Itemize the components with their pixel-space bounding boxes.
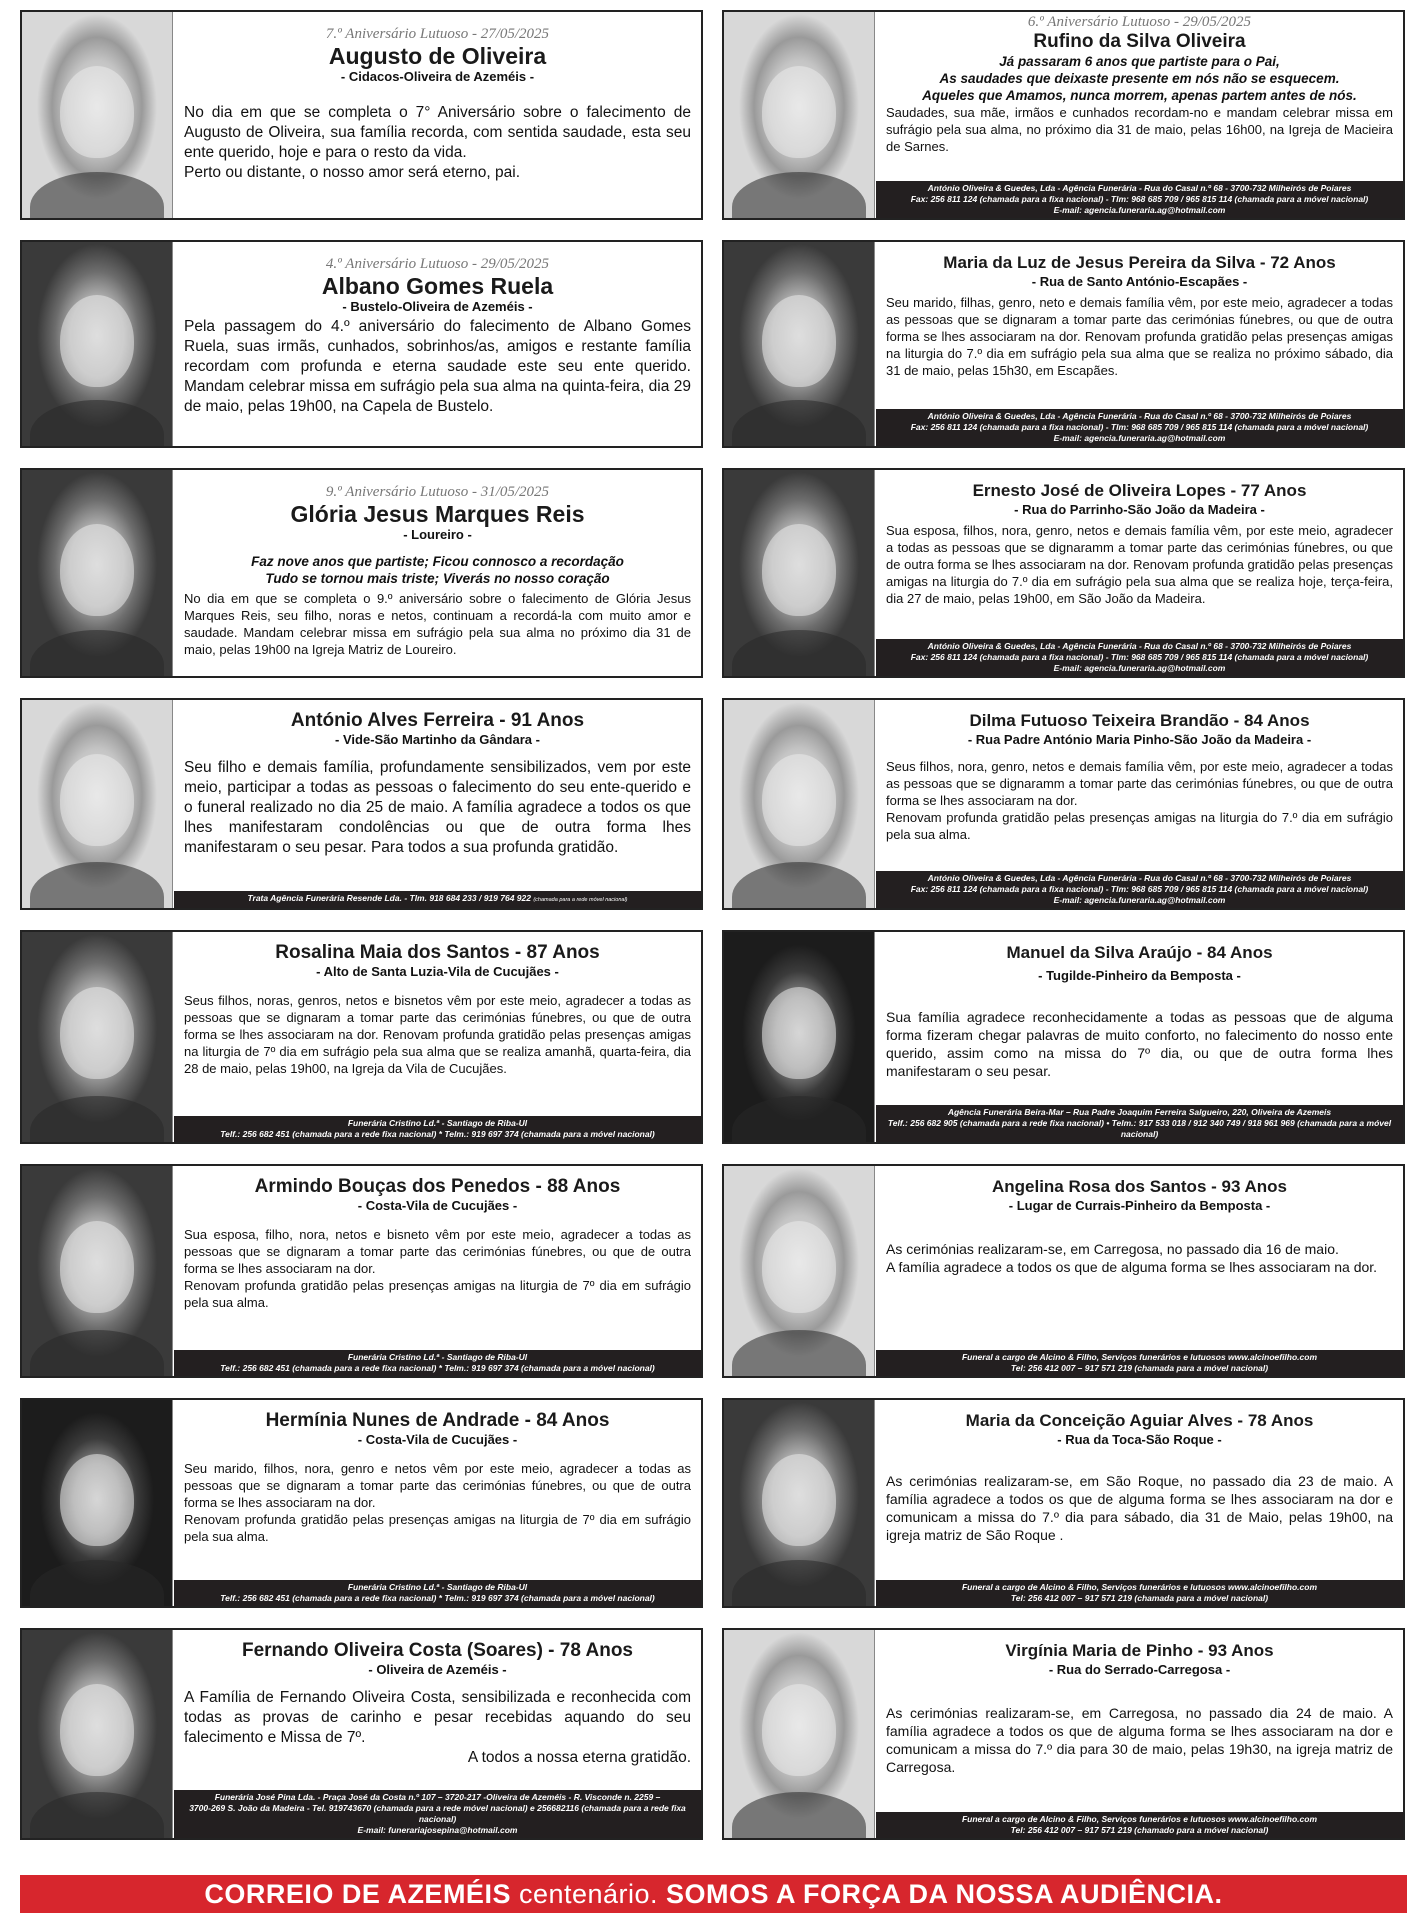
portrait-photo [724,470,875,676]
footer-email: E-mail: agencia.funeraria.ag@hotmail.com [1053,433,1226,443]
location: - Costa-Vila de Cucujães - [357,1432,518,1447]
location: - Rua Padre António Maria Pinho-São João da Madeira - [967,732,1312,747]
obituary-text: Sua esposa, filho, nora, netos e bisneto vêm por este meio, agradecer a todas as pessoas que se dignaram a tomar parte das cerimónias fúnebres, ou que de outra forma se lhes associaram na dor. Renovam profunda gratidão pelas presenças amigas na liturgia de 7º dia em sufrágio pela sua alma. [184,1227,691,1310]
obituary-text: Pela passagem do 4.º aniversário do falecimento de Albano Gomes Ruela, suas irmãs, cunhados, sobrinhos/as, amigos e restante família recordam com profunda e eterna saudade este seu ente querido. Mandam celebrar missa em sufrágio pela sua alma na quinta-feira, dia 29 de maio, pelas 19h00, na Capela de Bustelo. [184,318,691,415]
location: - Tugilde-Pinheiro da Bemposta - [1038,968,1241,983]
obituary-text: Seu marido, filhos, nora, genro e netos vêm por este meio, agradecer a todas as pessoas que se dignaram a tomar parte das cerimónias fúnebres, ou que de outra forma se lhes associaram na dor. Renovam profunda gratidão pelas presenças amigas na liturgia de 7º dia em sufrágio pela sua alma. [184,1461,691,1544]
right-column [722,10,1405,1860]
poem-line: Aqueles que Amamos, nunca morrem, apenas partem antes de nós. [922,88,1357,103]
footer-line: Funerária Cristino Ld.ª - Santiago de Riba-Ul [347,1118,528,1128]
footer-line: Agência Funerária Beira-Mar – Rua Padre Joaquim Ferreira Salgueiro, 220, Oliveira de Azemeis [947,1107,1332,1117]
footer-small: (chamada para a rede móvel nacional) [533,897,628,903]
footer-line: Trata Agência Funerária Resende Lda. - Tlm. 918 684 233 / 919 764 922 [247,893,531,903]
footer-line: António Oliveira & Guedes, Lda - Agência Funerária - Rua do Casal n.º 68 - 3700-732 Milheirós de Poiares [927,411,1352,421]
obituary-card [722,240,1405,448]
obituary-card [20,1398,703,1608]
obituary-text: No dia em que se completa o 7° Aniversário sobre o falecimento de Augusto de Oliveira, sua família recorda, com sentida saudade, esta seu ente querido, hoje e para o resto da vida. Perto ou distante, o nosso amor será eterno, pai. [184,104,691,181]
poem-line: Tudo se tornou mais triste; Viverás no nosso coração [265,571,610,586]
deceased-name: Albano Gomes Ruela [321,273,554,299]
deceased-name: Hermínia Nunes de Andrade - 84 Anos [265,1410,610,1431]
footer-email: E-mail: agencia.funeraria.ag@hotmail.com [1053,663,1226,673]
footer-line: Fax: 256 811 124 (chamada para a fixa nacional) - Tlm: 968 685 709 / 965 815 114 (chamada para a móvel nacional) [910,652,1369,662]
location: - Rua da Toca-São Roque - [1057,1432,1222,1447]
obituary-text: As cerimónias realizaram-se, em Carregosa, no passado dia 24 de maio. A família agradece a todos os que de alguma forma se lhes associaram na dor e comunicam a missa do 7.º dia para 30 de maio, pelas 19h30, na igreja matriz de Carregosa. [886,1705,1393,1775]
banner-slogan: SOMOS A FORÇA DA NOSSA AUDIÊNCIA. [666,1879,1223,1909]
deceased-name: Rosalina Maia dos Santos - 87 Anos [275,942,600,963]
footer-line: Funeral a cargo de Alcino & Filho, Serviços funerários e lutuosos www.alcinoefilho.com [961,1352,1318,1362]
anniversary-line: 6.º Aniversário Lutuoso - 29/05/2025 [1027,14,1252,30]
obituary-card [722,10,1405,220]
obituary-text: As cerimónias realizaram-se, em Carregosa, no passado dia 16 de maio. A família agradece a todos os que de alguma forma se lhes associaram na dor. [886,1241,1378,1275]
banner-centenary: centenário. [510,1879,667,1909]
deceased-name: Virgínia Maria de Pinho - 93 Anos [1005,1641,1274,1660]
footer-line: Telf.: 256 682 905 (chamada para a rede fixa nacional) • Telm.: 917 533 018 / 912 340 749 / 918 961 969 (chamada para a móvel nacional) [887,1118,1392,1139]
footer-line: António Oliveira & Guedes, Lda - Agência Funerária - Rua do Casal n.º 68 - 3700-732 Milheirós de Poiares [927,641,1352,651]
footer-line: António Oliveira & Guedes, Lda - Agência Funerária - Rua do Casal n.º 68 - 3700-732 Milheirós de Poiares [927,183,1352,193]
poem-line: Faz nove anos que partiste; Ficou connosco a recordação [251,554,624,569]
funeral-agency-footer [174,891,701,908]
funeral-agency-footer [174,1350,701,1376]
deceased-name: Armindo Bouças dos Penedos - 88 Anos [254,1176,621,1197]
newspaper-banner [20,1875,1407,1913]
obituary-card [20,240,703,448]
portrait-photo [22,932,173,1142]
deceased-name: Dilma Futuoso Teixeira Brandão - 84 Anos [969,711,1310,730]
portrait-photo [22,470,173,676]
location: - Loureiro - [403,527,472,542]
portrait-photo [22,242,173,446]
obituary-card [722,698,1405,910]
funeral-agency-footer [876,1350,1403,1376]
funeral-agency-footer [876,409,1403,446]
obituary-text: Seus filhos, noras, genros, netos e bisnetos vêm por este meio, agradecer a todas as pessoas que se dignaram a tomar parte das cerimónias fúnebres, ou que de outra forma se lhes associaram na dor. Renovam profunda gratidão pelas presenças amigas na liturgia de 7º dia em sufrágio pela sua alma que se realiza amanhã, quarta-feira, dia 28 de maio, pelas 19h00, na Igreja da Vila de Cucujães. [184,993,691,1076]
funeral-agency-footer [876,1580,1403,1606]
footer-line: Tel: 256 412 007 – 917 571 219 (chamada para a móvel nacional) [1010,1593,1269,1603]
obituary-card [722,1398,1405,1608]
funeral-agency-footer [174,1116,701,1142]
obituary-card [20,10,703,220]
obituary-card [20,1628,703,1840]
deceased-name: António Alves Ferreira - 91 Anos [290,710,585,731]
footer-line: Telf.: 256 682 451 (chamada para a rede fixa nacional) * Telm.: 919 697 374 (chamada para a móvel nacional) [220,1129,655,1139]
portrait-photo [724,1630,875,1838]
obituary-card [20,698,703,910]
portrait-photo [724,700,875,908]
obituary-card [20,1164,703,1378]
portrait-photo [22,12,173,218]
location: - Lugar de Currais-Pinheiro da Bemposta - [1008,1198,1271,1213]
anniversary-line: 9.º Aniversário Lutuoso - 31/05/2025 [325,484,550,500]
deceased-name: Glória Jesus Marques Reis [290,501,585,527]
location: - Rua do Parrinho-São João da Madeira - [1014,502,1265,517]
location: - Cidacos-Oliveira de Azeméis - [340,69,535,84]
obituary-text: Sua família agradece reconhecidamente a todas as pessoas que de alguma forma fizeram chegar palavras de muito conforto, no falecimento do nosso ente querido, assim como na missa do 7º dia, ou que de outra forma lhes manifestaram o seu pesar. [886,1009,1393,1079]
obituary-text: Sua esposa, filhos, nora, genro, netos e demais família vêm, por este meio, agradecer a todas as pessoas que se dignaramm a tomar parte das cerimónias fúnebres, ou que de outra forma se lhes associaram na dor. Renovam profunda gratidão pelas presenças amigas na liturgia do 7.º dia em sufrágio pela sua alma que se realiza hoje, terça-feira, dia 27 de maio, pelas 19h00, em São João da Madeira. [886,523,1393,606]
obituary-card [722,1628,1405,1840]
deceased-name: Fernando Oliveira Costa (Soares) - 78 Anos [241,1640,633,1661]
portrait-photo [724,242,875,446]
footer-line: Funeral a cargo de Alcino & Filho, Serviços funerários e lutuosos www.alcinoefilho.com [961,1582,1318,1592]
deceased-name: Angelina Rosa dos Santos - 93 Anos [991,1177,1288,1196]
location: - Rua do Serrado-Carregosa - [1048,1662,1231,1677]
anniversary-line: 4.º Aniversário Lutuoso - 29/05/2025 [325,256,550,272]
funeral-agency-footer [876,181,1403,218]
obituary-card [722,1164,1405,1378]
obituary-closing: A todos a nossa eterna gratidão. [467,1749,691,1766]
obituary-card [722,930,1405,1144]
footer-line: António Oliveira & Guedes, Lda - Agência Funerária - Rua do Casal n.º 68 - 3700-732 Milheirós de Poiares [927,873,1352,883]
obituary-text: Saudades, sua mãe, irmãos e cunhados recordam-no e mandam celebrar missa em sufrágio pela sua alma, no próximo dia 31 de maio, pelas 16h00, na Igreja de Macieira de Sarnes. [886,105,1393,154]
footer-line: Tel: 256 412 007 – 917 571 219 (chamado para a móvel nacional) [1010,1825,1269,1835]
funeral-agency-footer [876,1812,1403,1838]
footer-email: E-mail: agencia.funeraria.ag@hotmail.com [1053,895,1226,905]
funeral-agency-footer [876,871,1403,908]
left-column [20,10,703,1860]
obituary-text: Seu filho e demais família, profundamente sensibilizados, vem por este meio, participar a todas as pessoas o falecimento do seu ente-querido e o funeral realizado no dia 25 de maio. A família agradece a todos os que lhes manifestaram condolências ou que de outra forma lhes manifestaram o seu pesar. Para todos a sua profunda gratidão. [184,759,691,856]
funeral-agency-footer [174,1580,701,1606]
portrait-photo [22,700,173,908]
footer-line: Funeral a cargo de Alcino & Filho, Serviços funerários e lutuosos www.alcinoefilho.com [961,1814,1318,1824]
footer-line: Funerária José Pina Lda. - Praça José da Costa n.º 107 – 3720-217 -Oliveira de Azeméis - R. Visconde n. 2259 – [214,1792,661,1802]
footer-email: E-mail: agencia.funeraria.ag@hotmail.com [1053,205,1226,215]
location: - Alto de Santa Luzia-Vila de Cucujães - [316,964,559,979]
poem-line: Já passaram 6 anos que partiste para o Pai, [999,54,1280,69]
deceased-name: Augusto de Oliveira [328,43,547,69]
location: - Vide-São Martinho da Gândara - [335,732,540,747]
obituary-text: Seus filhos, nora, genro, netos e demais família vêm, por este meio, agradecer a todas as pessoas que se dignaramm a tomar parte das cerimónias fúnebres, ou que de outra forma se lhes associaram na dor. Renovam profunda gratidão pelas presenças amigas na liturgia do 7.º dia em sufrágio pela sua alma. [886,759,1393,842]
deceased-name: Ernesto José de Oliveira Lopes - 77 Anos [972,481,1307,500]
footer-line: Telf.: 256 682 451 (chamada para a rede fixa nacional) * Telm.: 919 697 374 (chamada para a móvel nacional) [220,1363,655,1373]
banner-brand: CORREIO DE AZEMÉIS [204,1879,511,1909]
location: - Oliveira de Azeméis - [368,1662,507,1677]
portrait-photo [724,12,875,218]
anniversary-line: 7.º Aniversário Lutuoso - 27/05/2025 [325,26,550,42]
footer-line: Tel: 256 412 007 – 917 571 219 (chamada para a móvel nacional) [1010,1363,1269,1373]
deceased-name: Manuel da Silva Araújo - 84 Anos [1006,943,1273,962]
footer-line: Funerária Cristino Ld.ª - Santiago de Riba-Ul [347,1352,528,1362]
portrait-photo [724,1166,875,1376]
obituary-card [722,468,1405,678]
portrait-photo [22,1630,173,1838]
footer-line: Fax: 256 811 124 (chamada para a fixa nacional) - Tlm: 968 685 709 / 965 815 114 (chamada para a móvel nacional) [910,422,1369,432]
funeral-agency-footer [174,1790,701,1838]
obituary-card [20,468,703,678]
poem-line: As saudades que deixaste presente em nós não se esquecem. [939,71,1340,86]
location: - Rua de Santo António-Escapães - [1031,274,1248,289]
location: - Bustelo-Oliveira de Azeméis - [342,299,533,314]
portrait-photo [724,932,875,1142]
portrait-photo [22,1166,173,1376]
obituary-text: As cerimónias realizaram-se, em São Roque, no passado dia 23 de maio. A família agradece a todos os que de alguma forma se lhes associaram na dor e comunicam a missa do 7.º dia para sábado, dia 31 de Maio, pelas 19h00, na igreja matriz de São Roque . [886,1473,1393,1543]
footer-line: Funerária Cristino Ld.ª - Santiago de Riba-Ul [347,1582,528,1592]
footer-line: 3700-269 S. João da Madeira - Tel. 919743670 (chamada para a rede móvel nacional) e 256682116 (chamada para a rede fixa nacional) [189,1803,686,1824]
portrait-photo [724,1400,875,1606]
funeral-agency-footer [876,1105,1403,1142]
obituary-text: A Família de Fernando Oliveira Costa, sensibilizada e reconhecida com todas as provas de carinho e pesar recebidas aquando do seu falecimento e Missa de 7º. [184,1689,691,1746]
portrait-photo [22,1400,173,1606]
location: - Costa-Vila de Cucujães - [357,1198,518,1213]
deceased-name: Maria da Conceição Aguiar Alves - 78 Anos [965,1411,1314,1430]
footer-email: E-mail: funerariajosepina@hotmail.com [357,1825,518,1835]
footer-line: Fax: 256 811 124 (chamada para a fixa nacional) - Tlm: 968 685 709 / 965 815 114 (chamada para a móvel nacional) [910,194,1369,204]
footer-line: Fax: 256 811 124 (chamada para a fixa nacional) - Tlm: 968 685 709 / 965 815 114 (chamada para a móvel nacional) [910,884,1369,894]
obituary-text: No dia em que se completa o 9.º aniversário sobre o falecimento de Glória Jesus Marques Reis, seu filho, noras e netos, continuam a recordá-la com muito amor e saudade. Mandam celebrar missa em sufrágio pela sua alma no próximo dia 31 de maio, pelas 19h00 na Igreja Matriz de Loureiro. [184,591,691,657]
footer-line: Telf.: 256 682 451 (chamada para a rede fixa nacional) * Telm.: 919 697 374 (chamada para a móvel nacional) [220,1593,655,1603]
obituary-card [20,930,703,1144]
obituary-text: Seu marido, filhas, genro, neto e demais família vêm, por este meio, agradecer a todas as pessoas que se dignaram a tomar parte das cerimónias fúnebres, ou que de outra forma se lhes associaram na dor. Renovam profunda gratidão pelas presenças amigas na liturgia do 7.º dia em sufrágio pela sua alma que se realiza no próximo sábado, dia 31 de maio, pelas 15h30, em Escapães. [886,295,1393,378]
deceased-name: Maria da Luz de Jesus Pereira da Silva - 72 Anos [943,253,1336,272]
deceased-name: Rufino da Silva Oliveira [1033,31,1246,52]
funeral-agency-footer [876,639,1403,676]
